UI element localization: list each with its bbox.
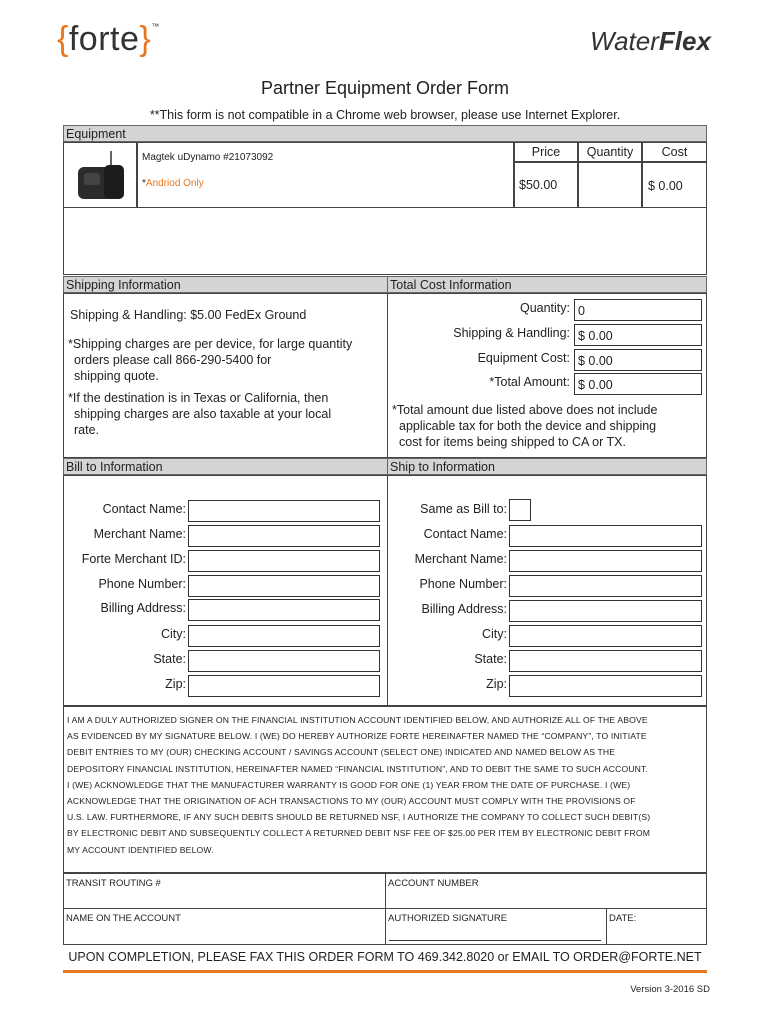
authorized-signature-label: AUTHORIZED SIGNATURE: [388, 913, 508, 924]
bill-to-section-header: Bill to Information: [63, 458, 388, 475]
bill-address-input[interactable]: [188, 599, 380, 621]
bill-address-label: Billing Address:: [100, 601, 186, 615]
ship-zip-input[interactable]: [509, 675, 702, 697]
footer-rule: [63, 970, 707, 973]
total-note-c: cost for items being shipped to CA or TX.: [399, 435, 626, 449]
shipping-line-2a: *Shipping charges are per device, for large quantity: [68, 337, 353, 351]
total-section-header: Total Cost Information: [387, 276, 707, 293]
cost-header: Cost: [642, 142, 707, 162]
forte-logo: {forte}™: [57, 20, 160, 58]
legal-text: I AM A DULY AUTHORIZED SIGNER ON THE FINANCIAL INSTITUTION ACCOUNT IDENTIFIED BELOW, AND AUTHORIZE ALL OF THE ABOVE AS EVIDENCED BY MY SIGNATURE BELOW. I (WE) DO HEREBY AUTHORIZE FORTE HEREINAFTER NAMED THE “COMPANY”, TO INITIATE DEBIT ENTRIES TO MY (OUR) CHECKING ACCOUNT / SAVINGS ACCOUNT (SELECT ONE) INDICATED AND NAMED BELOW AS THE DEPOSITORY FINANCIAL INSTITUTION, HEREINAFTER NAMED “FINANCIAL INSTITUTION”, AND TO DEBIT THE SAME TO SUCH ACCOUNT. I (WE) ACKNOWLEDGE THAT THE MANUFACTURER WARRANTY IS GOOD FOR ONE (1) YEAR FROM THE DATE OF PURCHASE. I (WE) ACKNOWLEDGE THAT THE ORIGINATION OF ACH TRANSACTIONS TO MY (OUR) ACCOUNT MUST COMPLY WITH THE PROVISIONS OF U.S. LAW. FURTHERMORE, IF ANY SUCH DEBITS SHOULD BE RETURNED NSF, I AUTHORIZE THE COMPANY TO COLLECT SUCH DEBIT(S) BY ELECTRONIC DEBIT AND SUBSEQUENTLY COLLECT A RETURNED DEBIT NSF FEE OF $25.00 PER ITEM BY ELECTRONIC DEBIT FROM MY ACCOUNT IDENTIFIED BELOW.: [67, 715, 651, 855]
item-note: *Andriod Only: [142, 178, 204, 189]
ship-contact-input[interactable]: [509, 525, 702, 547]
shipping-line-3c: rate.: [74, 423, 100, 437]
bill-phone-label: Phone Number:: [98, 577, 186, 591]
equipment-cost-label: Equipment Cost:: [477, 351, 570, 365]
shipping-section-header: Shipping Information: [63, 276, 388, 293]
bill-city-input[interactable]: [188, 625, 380, 647]
equipment-cost-field[interactable]: $ 0.00: [574, 349, 702, 371]
bill-merchant-input[interactable]: [188, 525, 380, 547]
quantity-header: Quantity: [578, 142, 642, 162]
total-amount-field[interactable]: $ 0.00: [574, 373, 702, 395]
price-header: Price: [514, 142, 578, 162]
item-quantity-input[interactable]: [578, 162, 642, 208]
ship-city-input[interactable]: [509, 625, 702, 647]
bill-zip-label: Zip:: [165, 677, 186, 691]
item-price: $50.00: [514, 162, 578, 208]
date-label: DATE:: [609, 913, 637, 924]
shipping-line-3a: *If the destination is in Texas or California, then: [68, 391, 329, 405]
total-quantity-field[interactable]: 0: [574, 299, 702, 321]
bill-forte-id-input[interactable]: [188, 550, 380, 572]
ship-same-checkbox[interactable]: [509, 499, 531, 521]
bill-state-input[interactable]: [188, 650, 380, 672]
shipping-line-2b: orders please call 866-290-5400 for: [74, 353, 272, 367]
fax-instructions: UPON COMPLETION, PLEASE FAX THIS ORDER FORM TO 469.342.8020 or EMAIL TO ORDER@FORTE.NET: [68, 950, 702, 964]
card-reader-icon: [64, 143, 136, 207]
browser-note: **This form is not compatible in a Chrome web browser, please use Internet Explorer.: [149, 108, 621, 122]
ship-same-label: Same as Bill to:: [420, 502, 507, 516]
ship-city-label: City:: [482, 627, 507, 641]
ship-state-label: State:: [474, 652, 507, 666]
bill-merchant-label: Merchant Name:: [93, 527, 186, 541]
total-note-b: applicable tax for both the device and shipping: [399, 419, 657, 433]
item-cost: $ 0.00: [642, 162, 707, 208]
page-title: Partner Equipment Order Form: [260, 78, 510, 98]
bill-contact-label: Contact Name:: [102, 502, 186, 516]
ship-contact-label: Contact Name:: [423, 527, 507, 541]
account-number-label: ACCOUNT NUMBER: [388, 878, 479, 889]
ship-phone-label: Phone Number:: [419, 577, 507, 591]
waterflex-logo: WaterFlex: [590, 26, 711, 56]
bill-forte-id-label: Forte Merchant ID:: [81, 552, 186, 566]
transit-routing-label: TRANSIT ROUTING #: [66, 878, 161, 889]
item-name: Magtek uDynamo #21073092: [142, 152, 274, 163]
total-note-a: *Total amount due listed above does not include: [392, 403, 658, 417]
shipping-line-2c: shipping quote.: [74, 369, 159, 383]
ship-state-input[interactable]: [509, 650, 702, 672]
total-quantity-label: Quantity:: [519, 301, 570, 315]
ship-address-label: Billing Address:: [421, 602, 507, 616]
product-image-cell: [63, 142, 137, 208]
bill-phone-input[interactable]: [188, 575, 380, 597]
ship-merchant-input[interactable]: [509, 550, 702, 572]
shipping-line-1: Shipping & Handling: $5.00 FedEx Ground: [70, 308, 307, 322]
version-label: Version 3-2016 SD: [630, 984, 710, 995]
total-shipping-label: Shipping & Handling:: [453, 326, 570, 340]
ship-merchant-label: Merchant Name:: [414, 552, 507, 566]
total-amount-label: *Total Amount:: [489, 375, 570, 389]
ship-phone-input[interactable]: [509, 575, 702, 597]
bill-zip-input[interactable]: [188, 675, 380, 697]
ship-to-section-header: Ship to Information: [387, 458, 707, 475]
name-on-account-label: NAME ON THE ACCOUNT: [66, 913, 181, 924]
ship-address-input[interactable]: [509, 600, 702, 622]
bill-contact-input[interactable]: [188, 500, 380, 522]
bill-city-label: City:: [161, 627, 186, 641]
shipping-line-3b: shipping charges are also taxable at your local: [74, 407, 332, 421]
bill-state-label: State:: [153, 652, 186, 666]
signature-line: [389, 940, 601, 941]
total-shipping-field[interactable]: $ 0.00: [574, 324, 702, 346]
equipment-section-header: Equipment: [63, 125, 707, 142]
ship-zip-label: Zip:: [486, 677, 507, 691]
